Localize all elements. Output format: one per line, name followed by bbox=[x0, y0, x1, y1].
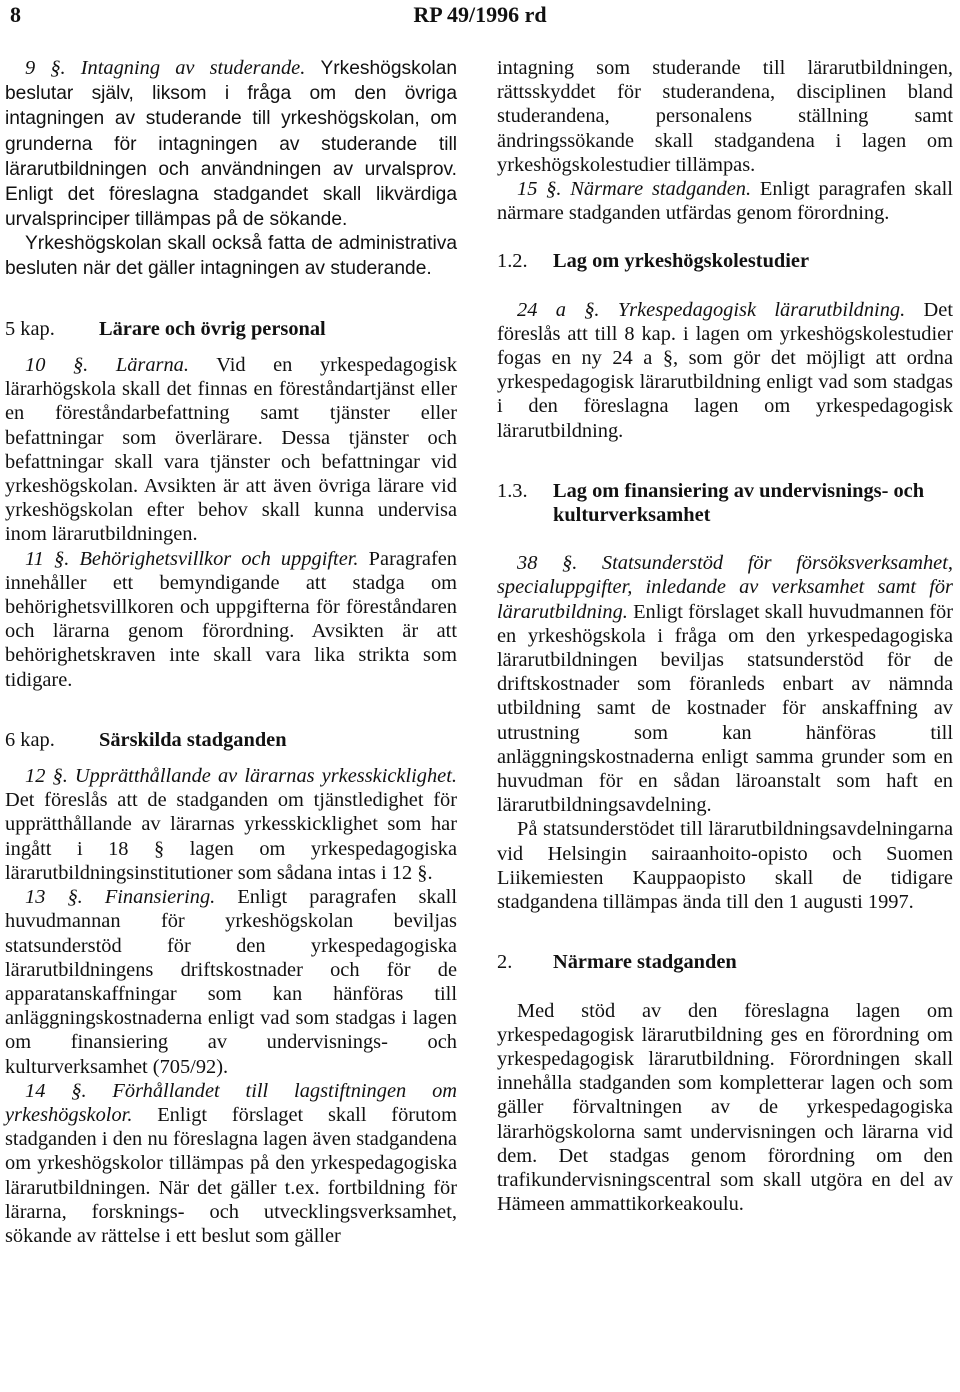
section-24a-text: Det föreslås att till 8 kap. i lagen om yrkeshögskolestudier fogas en ny 24 a §, som gör det möjligt att ordna yrkespedagogisk lärarutbildning enligt vad som stadgas i den föreslagna lagen om yrkespedagogisk lärarutbildning. bbox=[497, 298, 953, 442]
chapter-6-number: 6 kap. bbox=[5, 728, 55, 751]
section-38-heading: 38 §. Statsunderstöd för försöksverksamhet, specialuppgifter, inledande av verksamhet samt för lärarutbildning. bbox=[497, 552, 953, 623]
section-13 bbox=[5, 885, 457, 1079]
section-2-number: 2. bbox=[497, 951, 513, 974]
section-15 bbox=[497, 177, 953, 225]
section-24a-heading: 24 a §. Yrkespedagogisk lärarutbildning. bbox=[517, 298, 906, 321]
chapter-6-title: Särskilda stadganden bbox=[99, 728, 287, 751]
section-14-heading: 14 §. Förhållandet till lagstiftningen om yrkeshögskolor. bbox=[5, 1079, 457, 1126]
chapter-5-title: Lärare och övrig personal bbox=[99, 317, 326, 340]
section-14-text: Enligt förslaget skall förutom stadganden i den nu föreslagna lagen även stadgandena om yrkeshögskolor tillämpas på den yrkespedagogiska lärarutbildningen. När det gäller t.ex. fortbildning för lärarna, forsknings- och utvecklingsverksamhet, sökande av rättelse i ett beslut som gäller bbox=[5, 1103, 457, 1247]
running-head: RP 49/1996 rd bbox=[413, 2, 547, 27]
section-15-text: Enligt paragrafen skall närmare stadganden utfärdas genom förordning. bbox=[497, 178, 953, 225]
right-column bbox=[497, 56, 953, 1216]
section-38 bbox=[497, 551, 953, 817]
section-13-heading: 13 §. Finansiering. bbox=[25, 886, 216, 909]
section-12-text: Det föreslås att de stadganden om tjänstledighet för upprätthållande av lärarnas yrkesskicklighet som har ingått i 18 § lagen om yrkespedagogiska lärarutbildningsinstitutioner som sådana intas i 12 §. bbox=[5, 789, 457, 884]
subsection-1-2-title: Lag om yrkeshögskolestudier bbox=[553, 250, 810, 273]
section-9-heading: 9 §. Intagning av studerande. bbox=[25, 57, 306, 79]
chapter-5-number: 5 kap. bbox=[5, 317, 55, 340]
page-number: 8 bbox=[10, 2, 21, 27]
section-11-text: Paragrafen innehåller ett bemyndigande att stadga om behörighetsvillkoren och uppgifterna för föreståndaren och lärarna genom förordning. Avsikten är att behörighetskraven inte skall vara lika strikta som tidigare. bbox=[5, 547, 457, 691]
continued-text: intagning som studerande till lärarutbildningen, rättsskyddet för studerandena, disciplinen bland studerandena, personalens ställning samt ändringssökande skall stadgandena i lagen om yrkeshögskolestudier tillämpas. bbox=[497, 57, 953, 176]
section-2-heading bbox=[497, 950, 953, 974]
section-10-text: Vid en yrkespedagogisk lärarhögskola skall det finnas en föreståndartjänst eller en föreståndarbefattning samt tjänster eller befattningar som överlärare. Dessa tjänster och befattningar skall vara tjänster och befattningar vid yrkeshögskolan. Avsikten är att även övriga lärare vid yrkeshögskolan efter behov skall kunna undervisa inom lärarutbildningen. bbox=[5, 354, 458, 546]
section-14 bbox=[5, 1079, 457, 1248]
section-24a bbox=[497, 298, 953, 443]
section-9-text-2: Yrkeshögskolan skall också fatta de administrativa besluten när det gäller intagningen av studerande. bbox=[5, 233, 457, 279]
section-12 bbox=[5, 764, 457, 885]
section-15-heading: 15 §. Närmare stadganden. bbox=[517, 178, 752, 201]
section-38-text-2: På statsunderstödet till lärarutbildningsavdelningarna vid Helsingin sairaanhoito-opisto och Suomen Liikemiesten Kauppaopisto skall de tidigare stadgandena tillämpas ända till den 1 augusti 1997. bbox=[497, 818, 953, 914]
chapter-5-heading bbox=[5, 317, 457, 341]
subsection-1-3-heading bbox=[497, 479, 953, 527]
section-11 bbox=[5, 547, 457, 692]
section-12-heading: 12 §. Upprätthållande av lärarnas yrkesskicklighet. bbox=[25, 765, 457, 788]
section-11-heading: 11 §. Behörighetsvillkor och uppgifter. bbox=[25, 547, 359, 570]
subsection-1-3-title: Lag om finansiering av undervisnings- och kulturverksamhet bbox=[553, 479, 925, 527]
section-13-text: Enligt paragrafen skall huvudmannan för yrkeshögskolan beviljas statsunderstöd för den yrkespedagogiska lärarutbildningens driftskostnader och för de apparatanskaffningar som kan hänföras till anläggningskostnaderna enligt vad som stadgas i lagen om finansiering av undervisnings- och kulturverksamhet (705/92). bbox=[5, 886, 457, 1078]
subsection-1-2-number: 1.2. bbox=[497, 250, 528, 273]
section-2-text: Med stöd av den föreslagna lagen om yrkespedagogisk lärarutbildning ges en förordning om yrkespedagogisk lärarutbildning. Förordningen skall innehålla stadganden som kompletterar lagen och som gäller förvaltningen av de yrkespedagogiska lärarhögskolorna samt undervisningen och lärarna vid dem. Det stadgas genom förordning om den trafikundervisningscentral som skall utgöra en del av Hämeen ammattikorkeakoulu. bbox=[497, 999, 953, 1216]
subsection-1-2-heading bbox=[497, 249, 953, 273]
section-2-title: Närmare stadganden bbox=[553, 951, 737, 974]
left-column bbox=[5, 56, 457, 1248]
section-38-text: Enligt förslaget skall huvudmannen för en yrkeshögskola i fråga om den yrkespedagogiska lärarutbildningen beviljas statsunderstöd för de driftskostnader som föranleds enbart av nämnda utbildning samt de kostnader för anskaffning av utrustning som kan hänföras till anläggningskostnaderna enligt samma grunder som en huvudman för en sådan läroanstalt som haft en lärarutbildningsavdelning. bbox=[497, 600, 953, 817]
section-9-text: Yrkeshögskolan beslutar själv, liksom i fråga om den övriga intagningen av studerande till yrkeshögskolan, om grunderna för intagningen av studerande till lärarutbildningen och användningen av urvalsprov. Enligt det föreslagna stadgandet skall likvärdiga urvalsprinciper tillämpas på de sökande. bbox=[5, 58, 457, 231]
chapter-6-heading bbox=[5, 728, 457, 752]
section-9 bbox=[5, 56, 457, 232]
section-10 bbox=[5, 353, 457, 547]
section-10-heading: 10 §. Lärarna. bbox=[25, 354, 189, 377]
subsection-1-3-number: 1.3. bbox=[497, 479, 528, 502]
